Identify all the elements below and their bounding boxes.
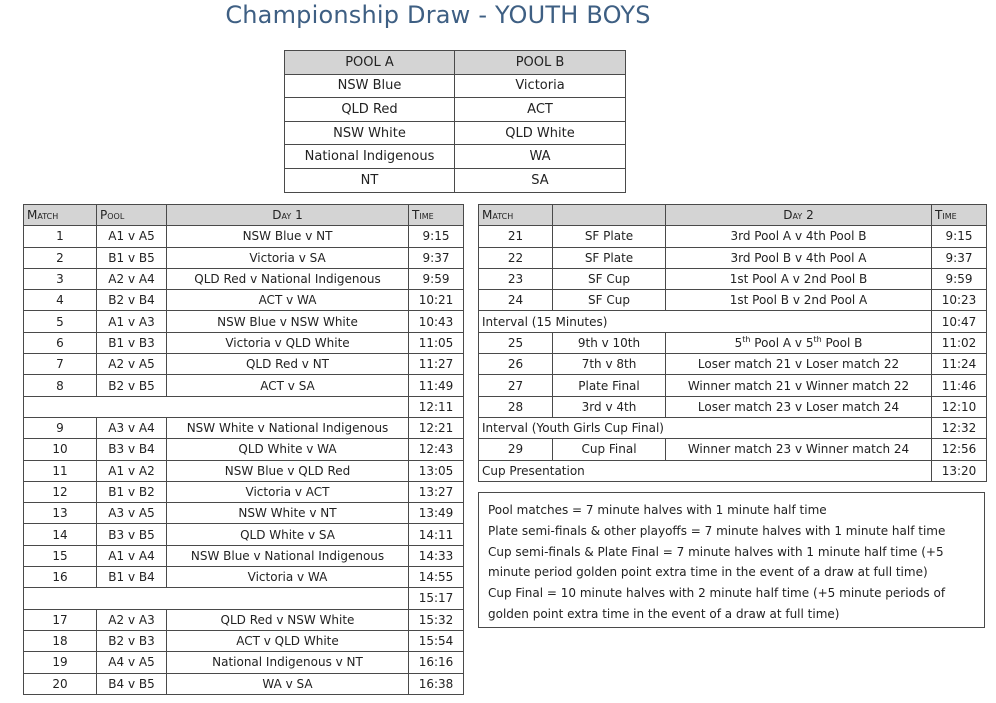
match-teams: ACT v SA [167,375,409,396]
table-row [24,524,464,545]
interval-label: Interval (15 Minutes) [479,311,932,332]
table-row [24,226,464,247]
match-stage: 3rd v 4th [553,396,666,417]
table-row [24,311,464,332]
table-row [24,439,464,460]
match-number: 14 [24,524,97,545]
pool-fixture: B4 v B5 [97,673,167,694]
match-number: 27 [479,375,553,396]
break-row [24,396,464,417]
pool-fixture: B1 v B5 [97,247,167,268]
match-number: 25 [479,332,553,353]
match-header: Match [24,205,97,226]
table-row [24,503,464,524]
pool-fixture: B2 v B5 [97,375,167,396]
pool-fixture: A2 v A4 [97,268,167,289]
time-cell: 14:55 [409,567,464,588]
pool-b-team: SA [455,168,626,192]
match-teams: QLD White v SA [167,524,409,545]
interval-row [479,311,987,332]
match-teams: NSW White v NT [167,503,409,524]
table-row [479,332,987,353]
table-row [24,460,464,481]
match-teams: NSW Blue v NT [167,226,409,247]
time-cell: 9:59 [409,268,464,289]
pool-a-team: National Indigenous [285,145,455,169]
match-teams [666,332,932,353]
match-teams: Winner match 23 v Winner match 24 [666,439,932,460]
note-line: Plate semi-finals & other playoffs = 7 minute halves with 1 minute half time [488,523,946,538]
match-teams: NSW White v National Indigenous [167,417,409,438]
pool-a-team: NSW Blue [285,74,455,98]
table-row [24,673,464,694]
interval-label: Cup Presentation [479,460,932,481]
pool-fixture: A2 v A3 [97,609,167,630]
time-cell: 16:38 [409,673,464,694]
pool-row [285,74,626,98]
time-cell: 16:16 [409,652,464,673]
time-cell: 13:20 [932,460,987,481]
match-teams: Winner match 21 v Winner match 22 [666,375,932,396]
match-number: 16 [24,567,97,588]
time-cell: 12:56 [932,439,987,460]
match-number: 21 [479,226,553,247]
match-number: 4 [24,290,97,311]
match-teams: 1st Pool A v 2nd Pool B [666,268,932,289]
table-row [479,354,987,375]
table-row [24,290,464,311]
time-cell: 9:37 [409,247,464,268]
time-cell: 13:05 [409,460,464,481]
match-rules-notes [478,492,985,628]
pool-fixture: A4 v A5 [97,652,167,673]
table-row [479,268,987,289]
match-teams: NSW Blue v NSW White [167,311,409,332]
table-row [24,354,464,375]
time-cell: 12:10 [932,396,987,417]
time-cell: 13:27 [409,481,464,502]
pool-row [285,121,626,145]
pools-table [284,50,626,193]
match-number: 8 [24,375,97,396]
pool-a-header: POOL A [285,51,455,75]
table-row [479,439,987,460]
match-teams: NSW Blue v QLD Red [167,460,409,481]
match-number: 17 [24,609,97,630]
match-number: 23 [479,268,553,289]
match-teams: WA v SA [167,673,409,694]
table-row [479,290,987,311]
time-cell: 11:27 [409,354,464,375]
match-number: 13 [24,503,97,524]
match-number: 12 [24,481,97,502]
match-number: 6 [24,332,97,353]
interval-row [479,417,987,438]
pool-fixture: B1 v B2 [97,481,167,502]
break-cell [24,588,409,609]
table-row [24,375,464,396]
table-row [479,396,987,417]
match-teams: NSW Blue v National Indigenous [167,545,409,566]
pool-a-team: NSW White [285,121,455,145]
match-teams: Loser match 23 v Loser match 24 [666,396,932,417]
pool-fixture: B3 v B4 [97,439,167,460]
ordinal-suffix: th [813,334,822,344]
time-cell: 11:49 [409,375,464,396]
stage-header [553,205,666,226]
match-number: 9 [24,417,97,438]
pool-row [285,98,626,122]
match-stage: 7th v 8th [553,354,666,375]
match-stage: SF Cup [553,268,666,289]
day2-schedule-table [478,204,987,482]
break-cell [24,396,409,417]
match-number: 15 [24,545,97,566]
table-row [24,545,464,566]
pool-fixture: B1 v B4 [97,567,167,588]
pool-b-header: POOL B [455,51,626,75]
match-teams: ACT v WA [167,290,409,311]
time-cell: 11:02 [932,332,987,353]
table-row [24,268,464,289]
match-number: 2 [24,247,97,268]
match-number: 19 [24,652,97,673]
day1-schedule-table [23,204,464,695]
table-row [24,417,464,438]
match-number: 7 [24,354,97,375]
match-teams: Loser match 21 v Loser match 22 [666,354,932,375]
match-teams: ACT v QLD White [167,630,409,651]
note-line: Pool matches = 7 minute halves with 1 minute half time [488,503,827,517]
pool-row [285,168,626,192]
match-header: Match [479,205,553,226]
pool-fixture: A3 v A5 [97,503,167,524]
pool-fixture: B3 v B5 [97,524,167,545]
time-cell: 10:23 [932,290,987,311]
table-row [24,652,464,673]
table-row [24,481,464,502]
table-row [479,375,987,396]
time-cell: 12:11 [409,396,464,417]
match-number: 24 [479,290,553,311]
table-row [24,609,464,630]
table-row [479,247,987,268]
pool-a-team: QLD Red [285,98,455,122]
match-number: 11 [24,460,97,481]
pool-fixture: A1 v A5 [97,226,167,247]
time-cell: 12:21 [409,417,464,438]
match-number: 18 [24,630,97,651]
match-number: 5 [24,311,97,332]
pool-fixture: A1 v A4 [97,545,167,566]
time-cell: 14:11 [409,524,464,545]
pool-fixture: A3 v A4 [97,417,167,438]
table-row [24,247,464,268]
note-line: Cup Final = 10 minute halves with 2 minute half time (+5 minute periods of golden point extra time in the event of a draw at full time) [488,586,946,621]
match-stage: SF Plate [553,247,666,268]
table-row [24,332,464,353]
pool-row [285,145,626,169]
match-number: 1 [24,226,97,247]
pool-b-team: Victoria [455,74,626,98]
time-cell: 15:17 [409,588,464,609]
match-number: 10 [24,439,97,460]
pool-fixture: B1 v B3 [97,332,167,353]
time-cell: 10:47 [932,311,987,332]
match-teams: Victoria v WA [167,567,409,588]
match-teams-part: 5 [734,335,743,350]
pool-fixture: B2 v B4 [97,290,167,311]
time-cell: 10:43 [409,311,464,332]
note-line: Cup semi-finals & Plate Final = 7 minute halves with 1 minute half time (+5 minute period golden point extra time in the event of a draw at full time) [488,544,944,580]
match-teams: QLD Red v National Indigenous [167,268,409,289]
match-teams-part: Pool B [821,335,863,350]
pool-fixture: A1 v A2 [97,460,167,481]
match-stage: Cup Final [553,439,666,460]
pool-header: Pool [97,205,167,226]
match-number: 29 [479,439,553,460]
time-cell: 9:59 [932,268,987,289]
match-teams: QLD White v WA [167,439,409,460]
match-stage: 9th v 10th [553,332,666,353]
time-cell: 11:05 [409,332,464,353]
time-cell: 10:21 [409,290,464,311]
pool-b-team: ACT [455,98,626,122]
match-teams: Victoria v ACT [167,481,409,502]
time-cell: 13:49 [409,503,464,524]
match-teams: 3rd Pool A v 4th Pool B [666,226,932,247]
match-number: 26 [479,354,553,375]
match-number: 20 [24,673,97,694]
table-row [24,567,464,588]
day2-header: Day 2 [666,205,932,226]
time-cell: 12:43 [409,439,464,460]
time-cell: 9:37 [932,247,987,268]
match-teams: Victoria v SA [167,247,409,268]
match-number: 28 [479,396,553,417]
interval-row [479,460,987,481]
time-cell: 9:15 [409,226,464,247]
time-header: Time [932,205,987,226]
match-stage: Plate Final [553,375,666,396]
time-cell: 9:15 [932,226,987,247]
pool-b-team: QLD White [455,121,626,145]
time-cell: 12:32 [932,417,987,438]
pool-a-team: NT [285,168,455,192]
time-cell: 14:33 [409,545,464,566]
time-cell: 11:24 [932,354,987,375]
table-row [479,226,987,247]
match-teams: Victoria v QLD White [167,332,409,353]
break-row [24,588,464,609]
match-number: 22 [479,247,553,268]
match-teams-part: Pool A v 5 [750,335,814,350]
match-stage: SF Plate [553,226,666,247]
pool-fixture: A2 v A5 [97,354,167,375]
match-teams: QLD Red v NT [167,354,409,375]
match-stage: SF Cup [553,290,666,311]
pool-fixture: A1 v A3 [97,311,167,332]
time-cell: 11:46 [932,375,987,396]
pool-fixture: B2 v B3 [97,630,167,651]
match-teams: National Indigenous v NT [167,652,409,673]
table-row [24,630,464,651]
match-teams: 1st Pool B v 2nd Pool A [666,290,932,311]
time-cell: 15:54 [409,630,464,651]
match-teams: QLD Red v NSW White [167,609,409,630]
page-title: Championship Draw - YOUTH BOYS [225,1,651,29]
match-number: 3 [24,268,97,289]
day1-header: Day 1 [167,205,409,226]
time-header: Time [409,205,464,226]
pool-b-team: WA [455,145,626,169]
ordinal-suffix: th [742,334,751,344]
time-cell: 15:32 [409,609,464,630]
match-teams: 3rd Pool B v 4th Pool A [666,247,932,268]
interval-label: Interval (Youth Girls Cup Final) [479,417,932,438]
